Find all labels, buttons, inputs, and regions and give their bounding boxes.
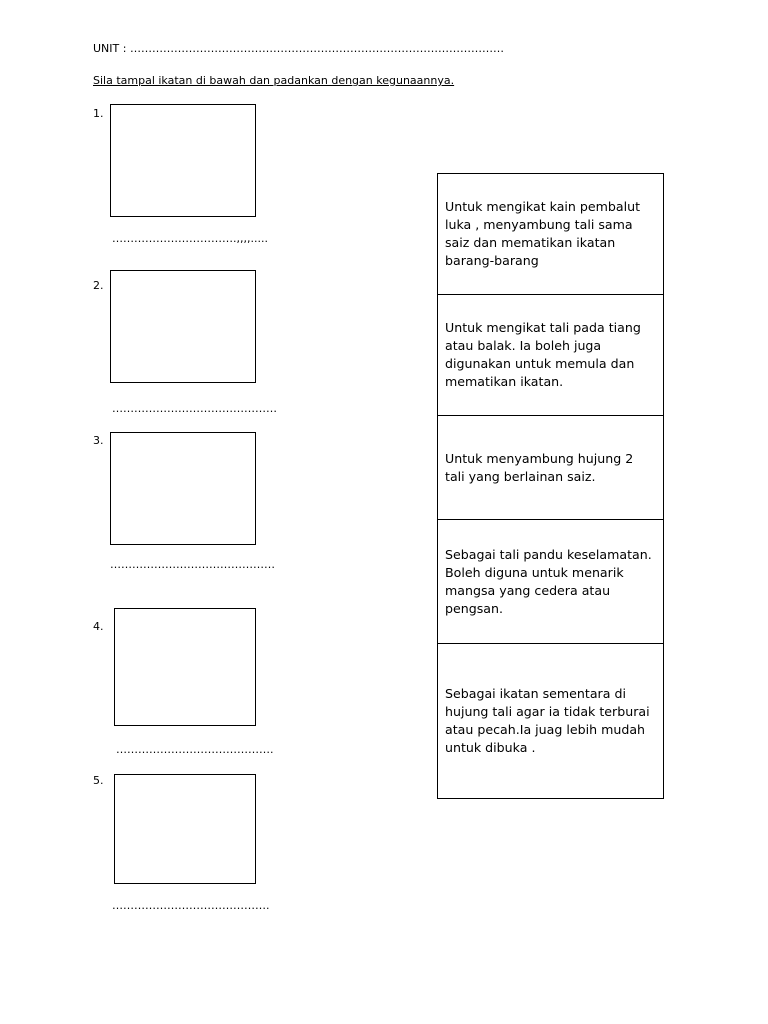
knot-image-box-5[interactable] (114, 774, 256, 884)
item-number-5: 5. (93, 774, 104, 787)
knot-image-box-1[interactable] (110, 104, 256, 217)
use-text-3: Untuk menyambung hujung 2 tali yang berlainan saiz. (445, 450, 634, 484)
item-number-2: 2. (93, 279, 104, 292)
item-number-4: 4. (93, 620, 104, 633)
instruction-text: Sila tampal ikatan di bawah dan padankan dengan kegunaannya. (93, 74, 455, 87)
knot-image-box-2[interactable] (110, 270, 256, 383)
use-cell-4 (437, 519, 664, 644)
unit-field: UNIT : ………………………………………………………………………………………… (93, 42, 504, 55)
item-number-1: 1. (93, 107, 104, 120)
knot-image-box-3[interactable] (110, 432, 256, 545)
item-number-3: 3. (93, 434, 104, 447)
answer-line-5[interactable]: ……………………………………. (112, 899, 270, 912)
answer-line-4[interactable]: ……………………………………. (116, 743, 274, 756)
use-text-1: Untuk mengikat kain pembalut luka , menyambung tali sama saiz dan mematikan ikatan barang-barang (445, 199, 641, 268)
knot-image-box-4[interactable] (114, 608, 256, 726)
answer-line-1[interactable]: …………………………….,,,,..... (112, 232, 268, 245)
use-text-4: Sebagai tali pandu keselamatan. Boleh diguna untuk menarik mangsa yang cedera atau pengsan. (445, 546, 652, 616)
use-cell-1 (437, 173, 664, 295)
answer-line-3[interactable]: ……………………………………… (110, 558, 275, 571)
use-text-2: Untuk mengikat tali pada tiang atau balak. Ia boleh juga digunakan untuk memula dan mematikan ikatan. (445, 320, 641, 389)
use-cell-5 (437, 643, 664, 799)
use-text-5: Sebagai ikatan sementara di hujung tali agar ia tidak terburai atau pecah.Ia juag lebih mudah untuk dibuka . (445, 686, 650, 755)
answer-line-2[interactable]: ……………………………………… (112, 402, 277, 415)
use-cell-2 (437, 294, 664, 416)
uses-table (437, 173, 664, 799)
use-cell-3 (437, 415, 664, 520)
